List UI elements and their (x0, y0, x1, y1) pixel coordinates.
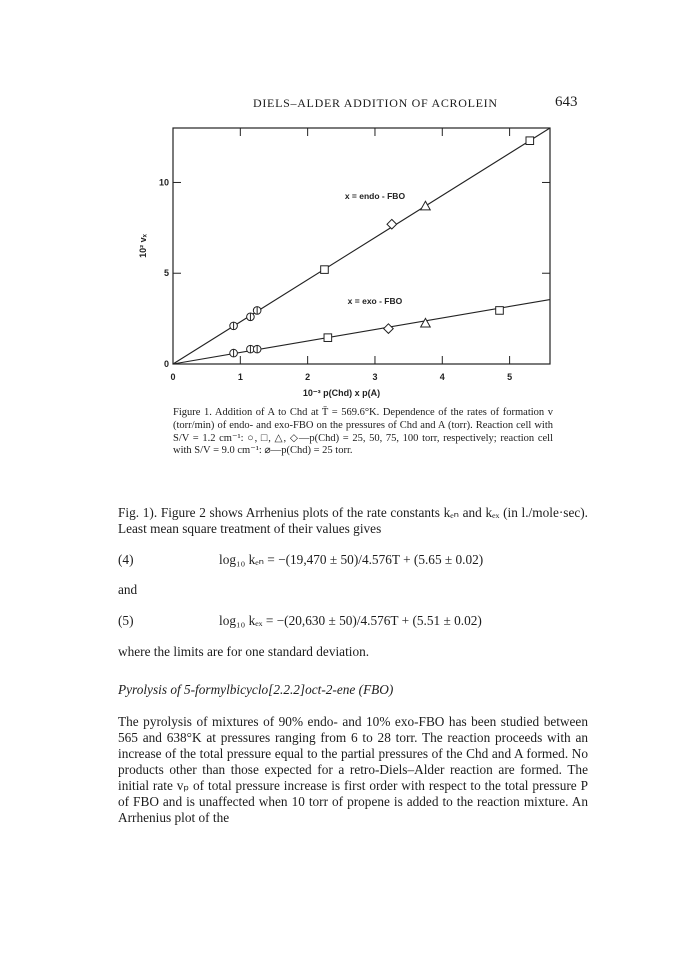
section-heading: Pyrolysis of 5-formylbicyclo[2.2.2]oct-2-ene (FBO) (118, 682, 394, 697)
x-axis-label: 10⁻³ p(Chd) x p(A) (302, 388, 381, 398)
equation-5: log₁₀ kₑₓ = −(20,630 ± 50)/4.576T + (5.51 ± 0.02) (219, 613, 482, 628)
x-tick-label: 1 (237, 372, 243, 382)
limits-text: where the limits are for one standard deviation. (118, 644, 370, 659)
marker-square (496, 307, 504, 315)
y-tick-label: 0 (163, 359, 169, 369)
figure-caption (173, 407, 553, 458)
marker-diamond (387, 219, 397, 229)
x-tick-label: 4 (439, 372, 445, 382)
equation-4-number: (4) (118, 552, 134, 567)
page-number: 643 (555, 94, 578, 110)
paragraph-1: Fig. 1). Figure 2 shows Arrhenius plots of the rate constants kₑₙ and kₑₓ (in l./mole·sec). Least mean square treatment of their values gives (118, 505, 588, 536)
series-label: x = endo - FBO (344, 190, 406, 201)
equation-4: log₁₀ kₑₙ = −(19,470 ± 50)/4.576T + (5.65 ± 0.02) (219, 552, 484, 567)
equation-5-number: (5) (118, 613, 134, 628)
y-axis-label: 10² vₓ (138, 234, 148, 258)
x-tick-label: 5 (507, 372, 513, 382)
and-text: and (118, 582, 138, 597)
caption-text: Addition of A to Chd at T̄ = 569.6°K. Dependence of the rates of formation v (torr/min) of endo- and exo-FBO on the pressures of Chd and A (torr). Reaction cell with S/V = 1.2 cm⁻¹: ○, □, △, ◇—p(Chd) = 25, 50, 75, 100 torr, respectively; reaction cell with S/V = 9.0 cm⁻¹: ⌀—p(Chd) = 25 torr. (173, 407, 553, 457)
series-line (173, 128, 550, 364)
figure-1-chart (120, 118, 570, 403)
caption-label: Figure 1. (173, 407, 212, 418)
running-title: DIELS–ALDER ADDITION OF ACROLEIN (253, 96, 498, 110)
marker-square (324, 334, 332, 342)
x-tick-label: 2 (305, 372, 311, 382)
paragraph-2: The pyrolysis of mixtures of 90% endo- and 10% exo-FBO has been studied between 565 and 638°K at pressures ranging from 6 to 28 torr. The reaction proceeds with an increase of the total pressure equal to the partial pressures of the Chd and A formed. No products other than those expected for a retro-Diels–Alder reaction are formed. The initial rate vₚ of total pressure increase is first order with respect to the total pressure P of FBO and is unaffected when 10 torr of propene is added to the reaction mixture. An Arrhenius plot of the (118, 714, 588, 825)
series-label: x = exo - FBO (347, 296, 403, 307)
marker-square (526, 137, 534, 145)
y-tick-label: 5 (163, 268, 169, 279)
x-tick-label: 0 (170, 372, 176, 382)
y-tick-label: 10 (158, 177, 169, 188)
chart-plot-area (138, 128, 550, 398)
marker-diamond (384, 324, 394, 334)
marker-square (321, 266, 329, 274)
marker-triangle (421, 201, 431, 210)
marker-triangle (421, 318, 431, 327)
x-tick-label: 3 (372, 372, 378, 382)
